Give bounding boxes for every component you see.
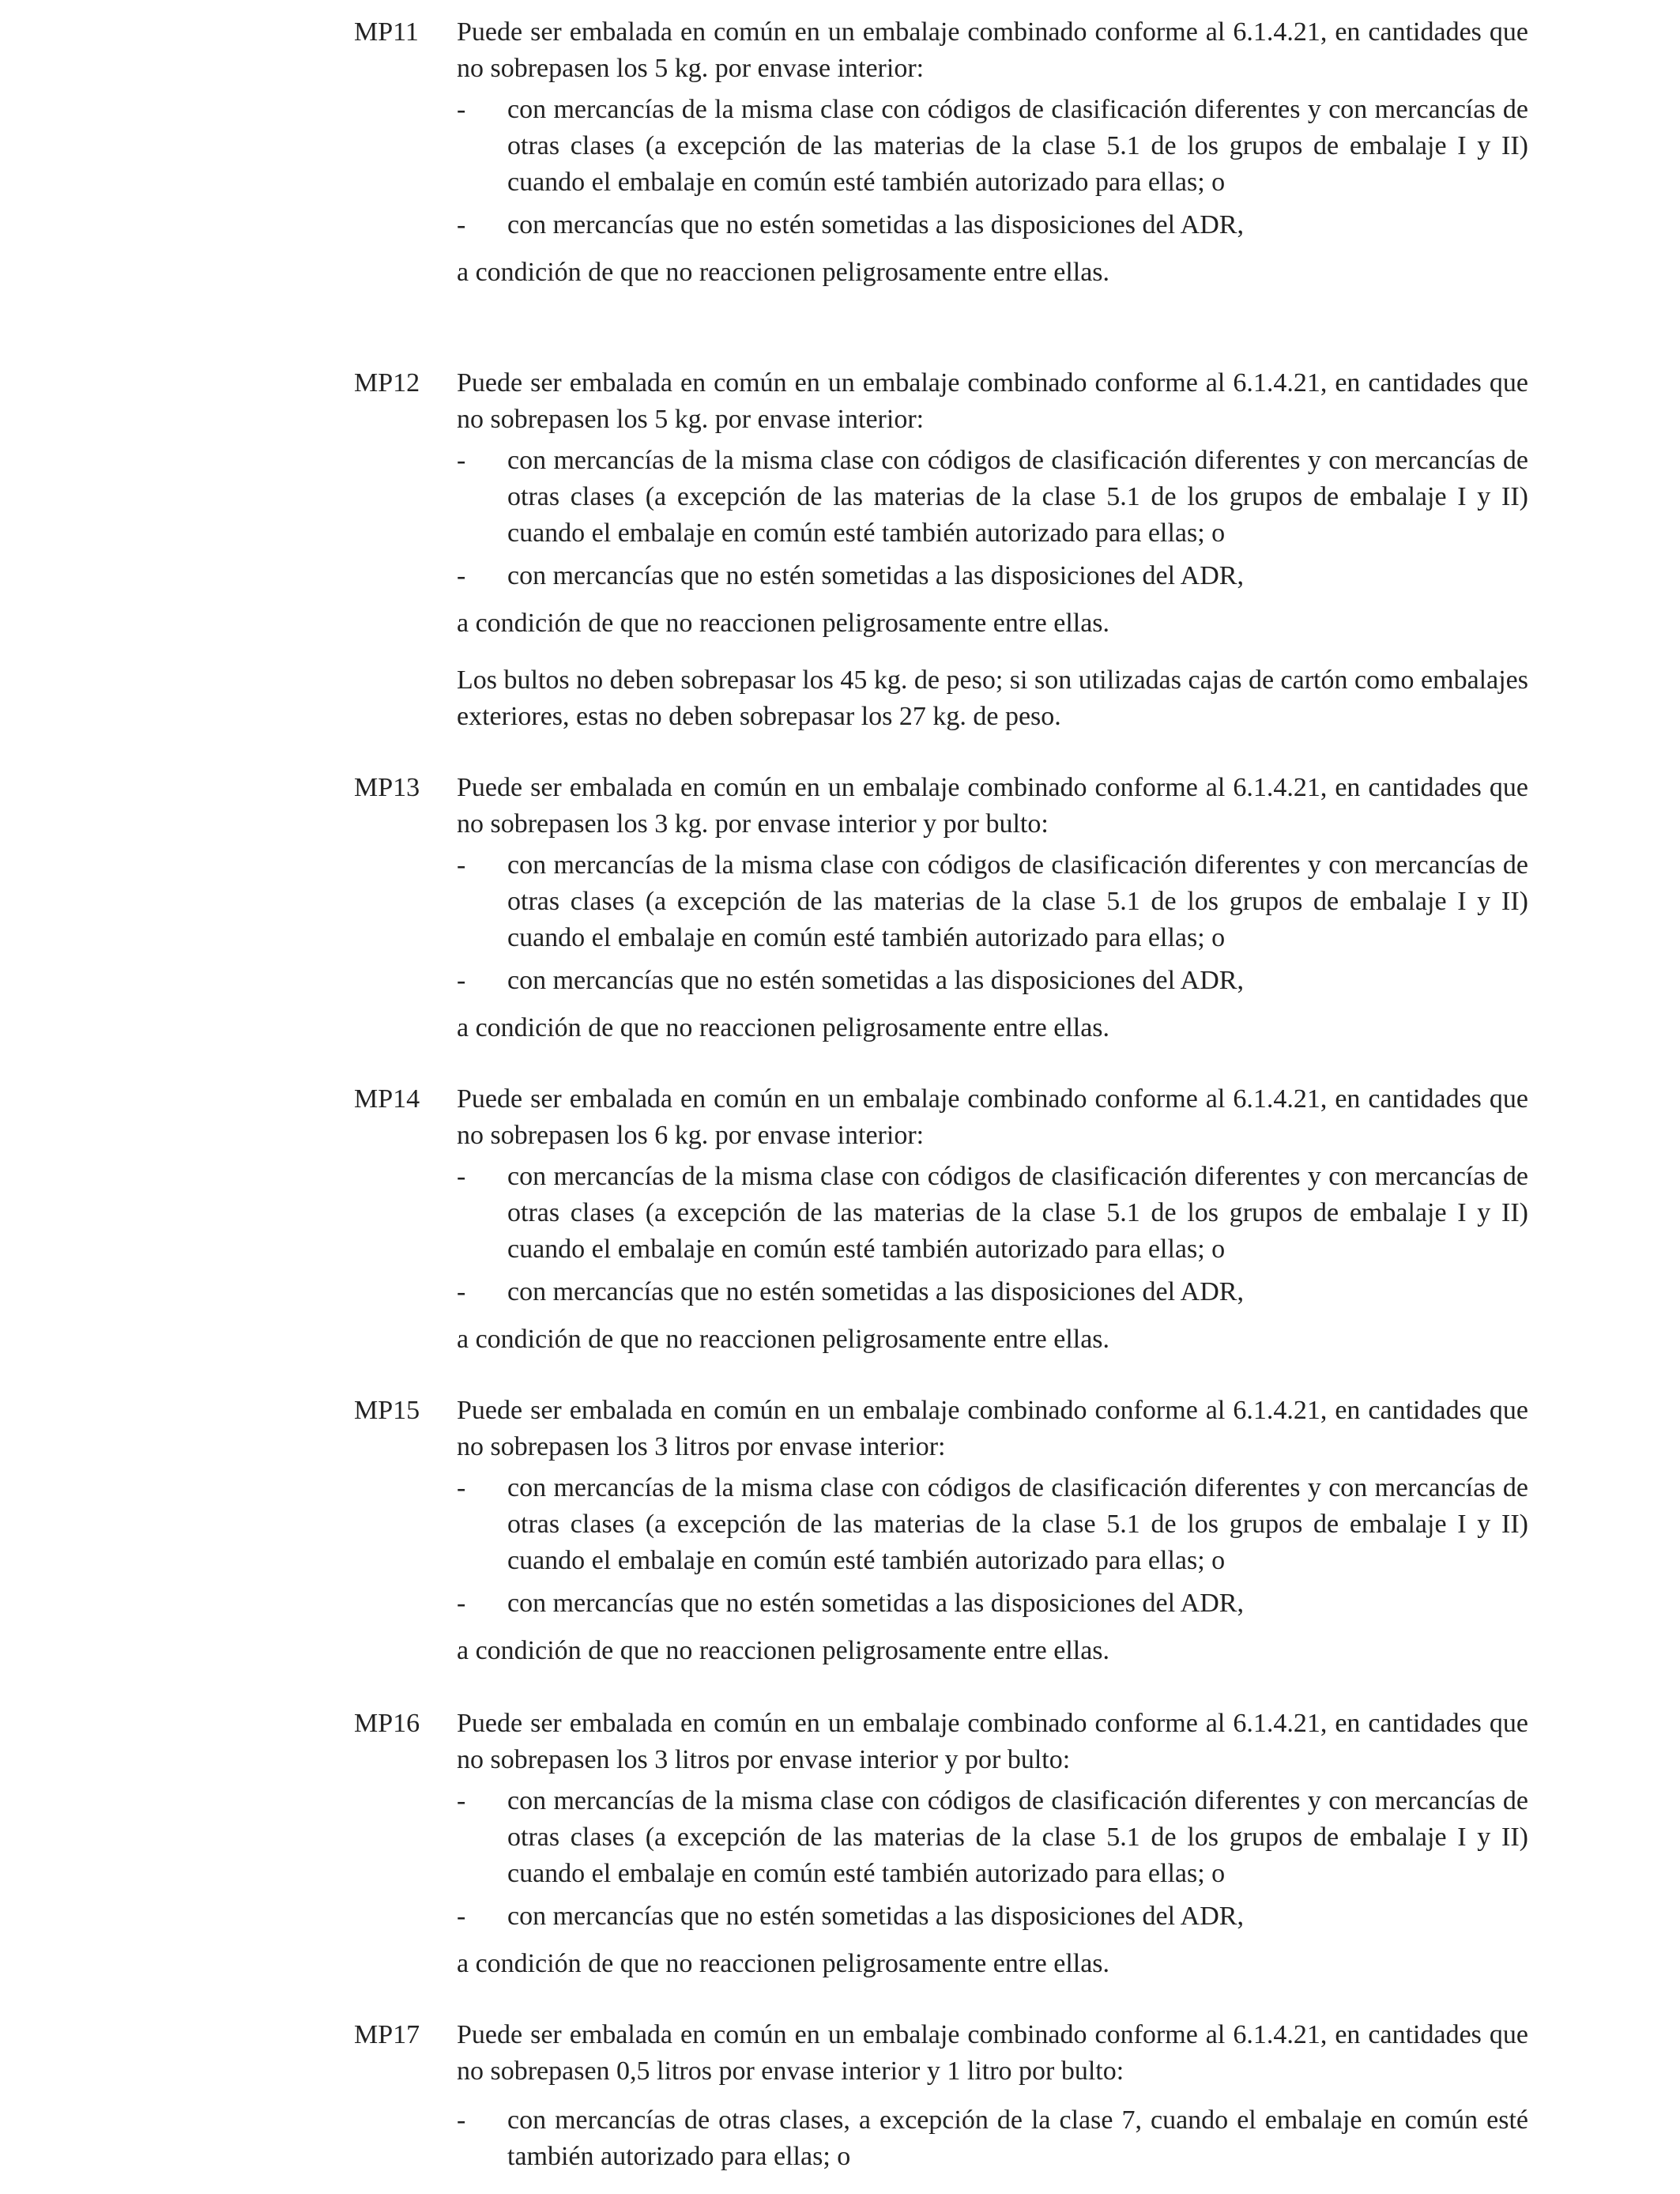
- provision-closing: a condición de que no reaccionen peligrosamente entre ellas.: [457, 1013, 1110, 1042]
- provision-closing: a condición de que no reaccionen peligrosamente entre ellas.: [457, 1949, 1110, 1978]
- bullet-text: con mercancías que no estén sometidas a las disposiciones del ADR,: [507, 1277, 1244, 1306]
- list-item: [457, 92, 1528, 201]
- provision-content: [457, 14, 1528, 291]
- bullet-text: con mercancías que no estén sometidas a las disposiciones del ADR,: [507, 1589, 1244, 1618]
- provision-intro: Puede ser embalada en común en un embalaje combinado conforme al 6.1.4.21, en cantidades que no sobrepasen los 3 litros por envase interior y por bulto:: [457, 1709, 1528, 1774]
- dash-marker: -: [457, 95, 466, 124]
- provision-closing: a condición de que no reaccionen peligrosamente entre ellas.: [457, 1325, 1110, 1354]
- bullet-list: [457, 847, 1528, 999]
- list-item: [457, 1159, 1528, 1268]
- dash-marker: -: [457, 966, 466, 995]
- provision-code: MP12: [354, 368, 420, 398]
- list-item: [457, 847, 1528, 956]
- bullet-text: con mercancías que no estén sometidas a las disposiciones del ADR,: [507, 561, 1244, 590]
- dash-marker: -: [457, 2105, 466, 2135]
- provision-intro: Puede ser embalada en común en un embalaje combinado conforme al 6.1.4.21, en cantidades que no sobrepasen los 3 kg. por envase interior y por bulto:: [457, 773, 1528, 839]
- list-item: [457, 558, 1528, 594]
- list-item: [457, 1274, 1528, 1310]
- provision-code: MP15: [354, 1396, 420, 1425]
- list-item: [457, 1585, 1528, 1622]
- dash-marker: -: [457, 1277, 466, 1306]
- bullet-list: [457, 92, 1528, 243]
- bullet-list: [457, 443, 1528, 594]
- provision-content: [457, 1393, 1528, 1669]
- bullet-text: con mercancías de la misma clase con códigos de clasificación diferentes y con mercancías de otras clases (a excepción de las materias de la clase 5.1 de los grupos de embalaje I y II) cuando el embalaje en común esté también autorizado para ellas; o: [507, 1162, 1528, 1264]
- bullet-text: con mercancías que no estén sometidas a las disposiciones del ADR,: [507, 1902, 1244, 1931]
- dash-marker: -: [457, 850, 466, 880]
- bullet-text: con mercancías de la misma clase con códigos de clasificación diferentes y con mercancías de otras clases (a excepción de las materias de la clase 5.1 de los grupos de embalaje I y II) cuando el embalaje en común esté también autorizado para ellas; o: [507, 446, 1528, 548]
- dash-marker: -: [457, 1473, 466, 1502]
- dash-marker: -: [457, 210, 466, 239]
- list-item: [457, 443, 1528, 552]
- provision-content: [457, 2017, 1528, 2181]
- dash-marker: -: [457, 561, 466, 590]
- provision-intro: Puede ser embalada en común en un embalaje combinado conforme al 6.1.4.21, en cantidades que no sobrepasen los 5 kg. por envase interior:: [457, 17, 1528, 83]
- provision-note: Los bultos no deben sobrepasar los 45 kg. de peso; si son utilizadas cajas de cartón como embalajes exteriores, estas no deben sobrepasar los 27 kg. de peso.: [457, 665, 1528, 731]
- dash-marker: -: [457, 1786, 466, 1815]
- list-item: [457, 963, 1528, 999]
- dash-marker: -: [457, 1162, 466, 1191]
- provision-code: MP17: [354, 2020, 420, 2049]
- dash-marker: -: [457, 446, 466, 475]
- list-item: [457, 1470, 1528, 1579]
- provision-closing: a condición de que no reaccionen peligrosamente entre ellas.: [457, 609, 1110, 638]
- provision-code: MP16: [354, 1709, 420, 1738]
- bullet-list: [457, 2102, 1528, 2175]
- provision-content: [457, 1081, 1528, 1358]
- bullet-text: con mercancías de la misma clase con códigos de clasificación diferentes y con mercancías de otras clases (a excepción de las materias de la clase 5.1 de los grupos de embalaje I y II) cuando el embalaje en común esté también autorizado para ellas; o: [507, 850, 1528, 952]
- provision-intro: Puede ser embalada en común en un embalaje combinado conforme al 6.1.4.21, en cantidades que no sobrepasen los 5 kg. por envase interior:: [457, 368, 1528, 434]
- bullet-text: con mercancías de la misma clase con códigos de clasificación diferentes y con mercancías de otras clases (a excepción de las materias de la clase 5.1 de los grupos de embalaje I y II) cuando el embalaje en común esté también autorizado para ellas; o: [507, 95, 1528, 197]
- bullet-list: [457, 1159, 1528, 1310]
- provision-intro: Puede ser embalada en común en un embalaje combinado conforme al 6.1.4.21, en cantidades que no sobrepasen los 3 litros por envase interior:: [457, 1396, 1528, 1461]
- bullet-list: [457, 1470, 1528, 1622]
- provision-closing: a condición de que no reaccionen peligrosamente entre ellas.: [457, 258, 1110, 287]
- dash-marker: -: [457, 1589, 466, 1618]
- provision-intro: Puede ser embalada en común en un embalaje combinado conforme al 6.1.4.21, en cantidades que no sobrepasen los 6 kg. por envase interior:: [457, 1084, 1528, 1150]
- list-item: [457, 1898, 1528, 1935]
- list-item: [457, 2102, 1528, 2175]
- provision-code: MP14: [354, 1084, 420, 1114]
- list-item: [457, 207, 1528, 243]
- bullet-text: con mercancías que no estén sometidas a las disposiciones del ADR,: [507, 966, 1244, 995]
- bullet-text: con mercancías de la misma clase con códigos de clasificación diferentes y con mercancías de otras clases (a excepción de las materias de la clase 5.1 de los grupos de embalaje I y II) cuando el embalaje en común esté también autorizado para ellas; o: [507, 1473, 1528, 1575]
- bullet-list: [457, 1783, 1528, 1935]
- provision-intro: Puede ser embalada en común en un embalaje combinado conforme al 6.1.4.21, en cantidades que no sobrepasen 0,5 litros por envase interior y 1 litro por bulto:: [457, 2020, 1528, 2086]
- bullet-text: con mercancías de la misma clase con códigos de clasificación diferentes y con mercancías de otras clases (a excepción de las materias de la clase 5.1 de los grupos de embalaje I y II) cuando el embalaje en común esté también autorizado para ellas; o: [507, 1786, 1528, 1888]
- bullet-text: con mercancías de otras clases, a excepción de la clase 7, cuando el embalaje en común esté también autorizado para ellas; o: [507, 2105, 1528, 2171]
- bullet-text: con mercancías que no estén sometidas a las disposiciones del ADR,: [507, 210, 1244, 239]
- list-item: [457, 1783, 1528, 1892]
- provision-content: [457, 770, 1528, 1046]
- provision-code: MP11: [354, 17, 419, 47]
- provision-code: MP13: [354, 773, 420, 802]
- provision-content: [457, 1706, 1528, 1982]
- provision-closing: a condición de que no reaccionen peligrosamente entre ellas.: [457, 1636, 1110, 1665]
- dash-marker: -: [457, 1902, 466, 1931]
- provision-content: [457, 365, 1528, 735]
